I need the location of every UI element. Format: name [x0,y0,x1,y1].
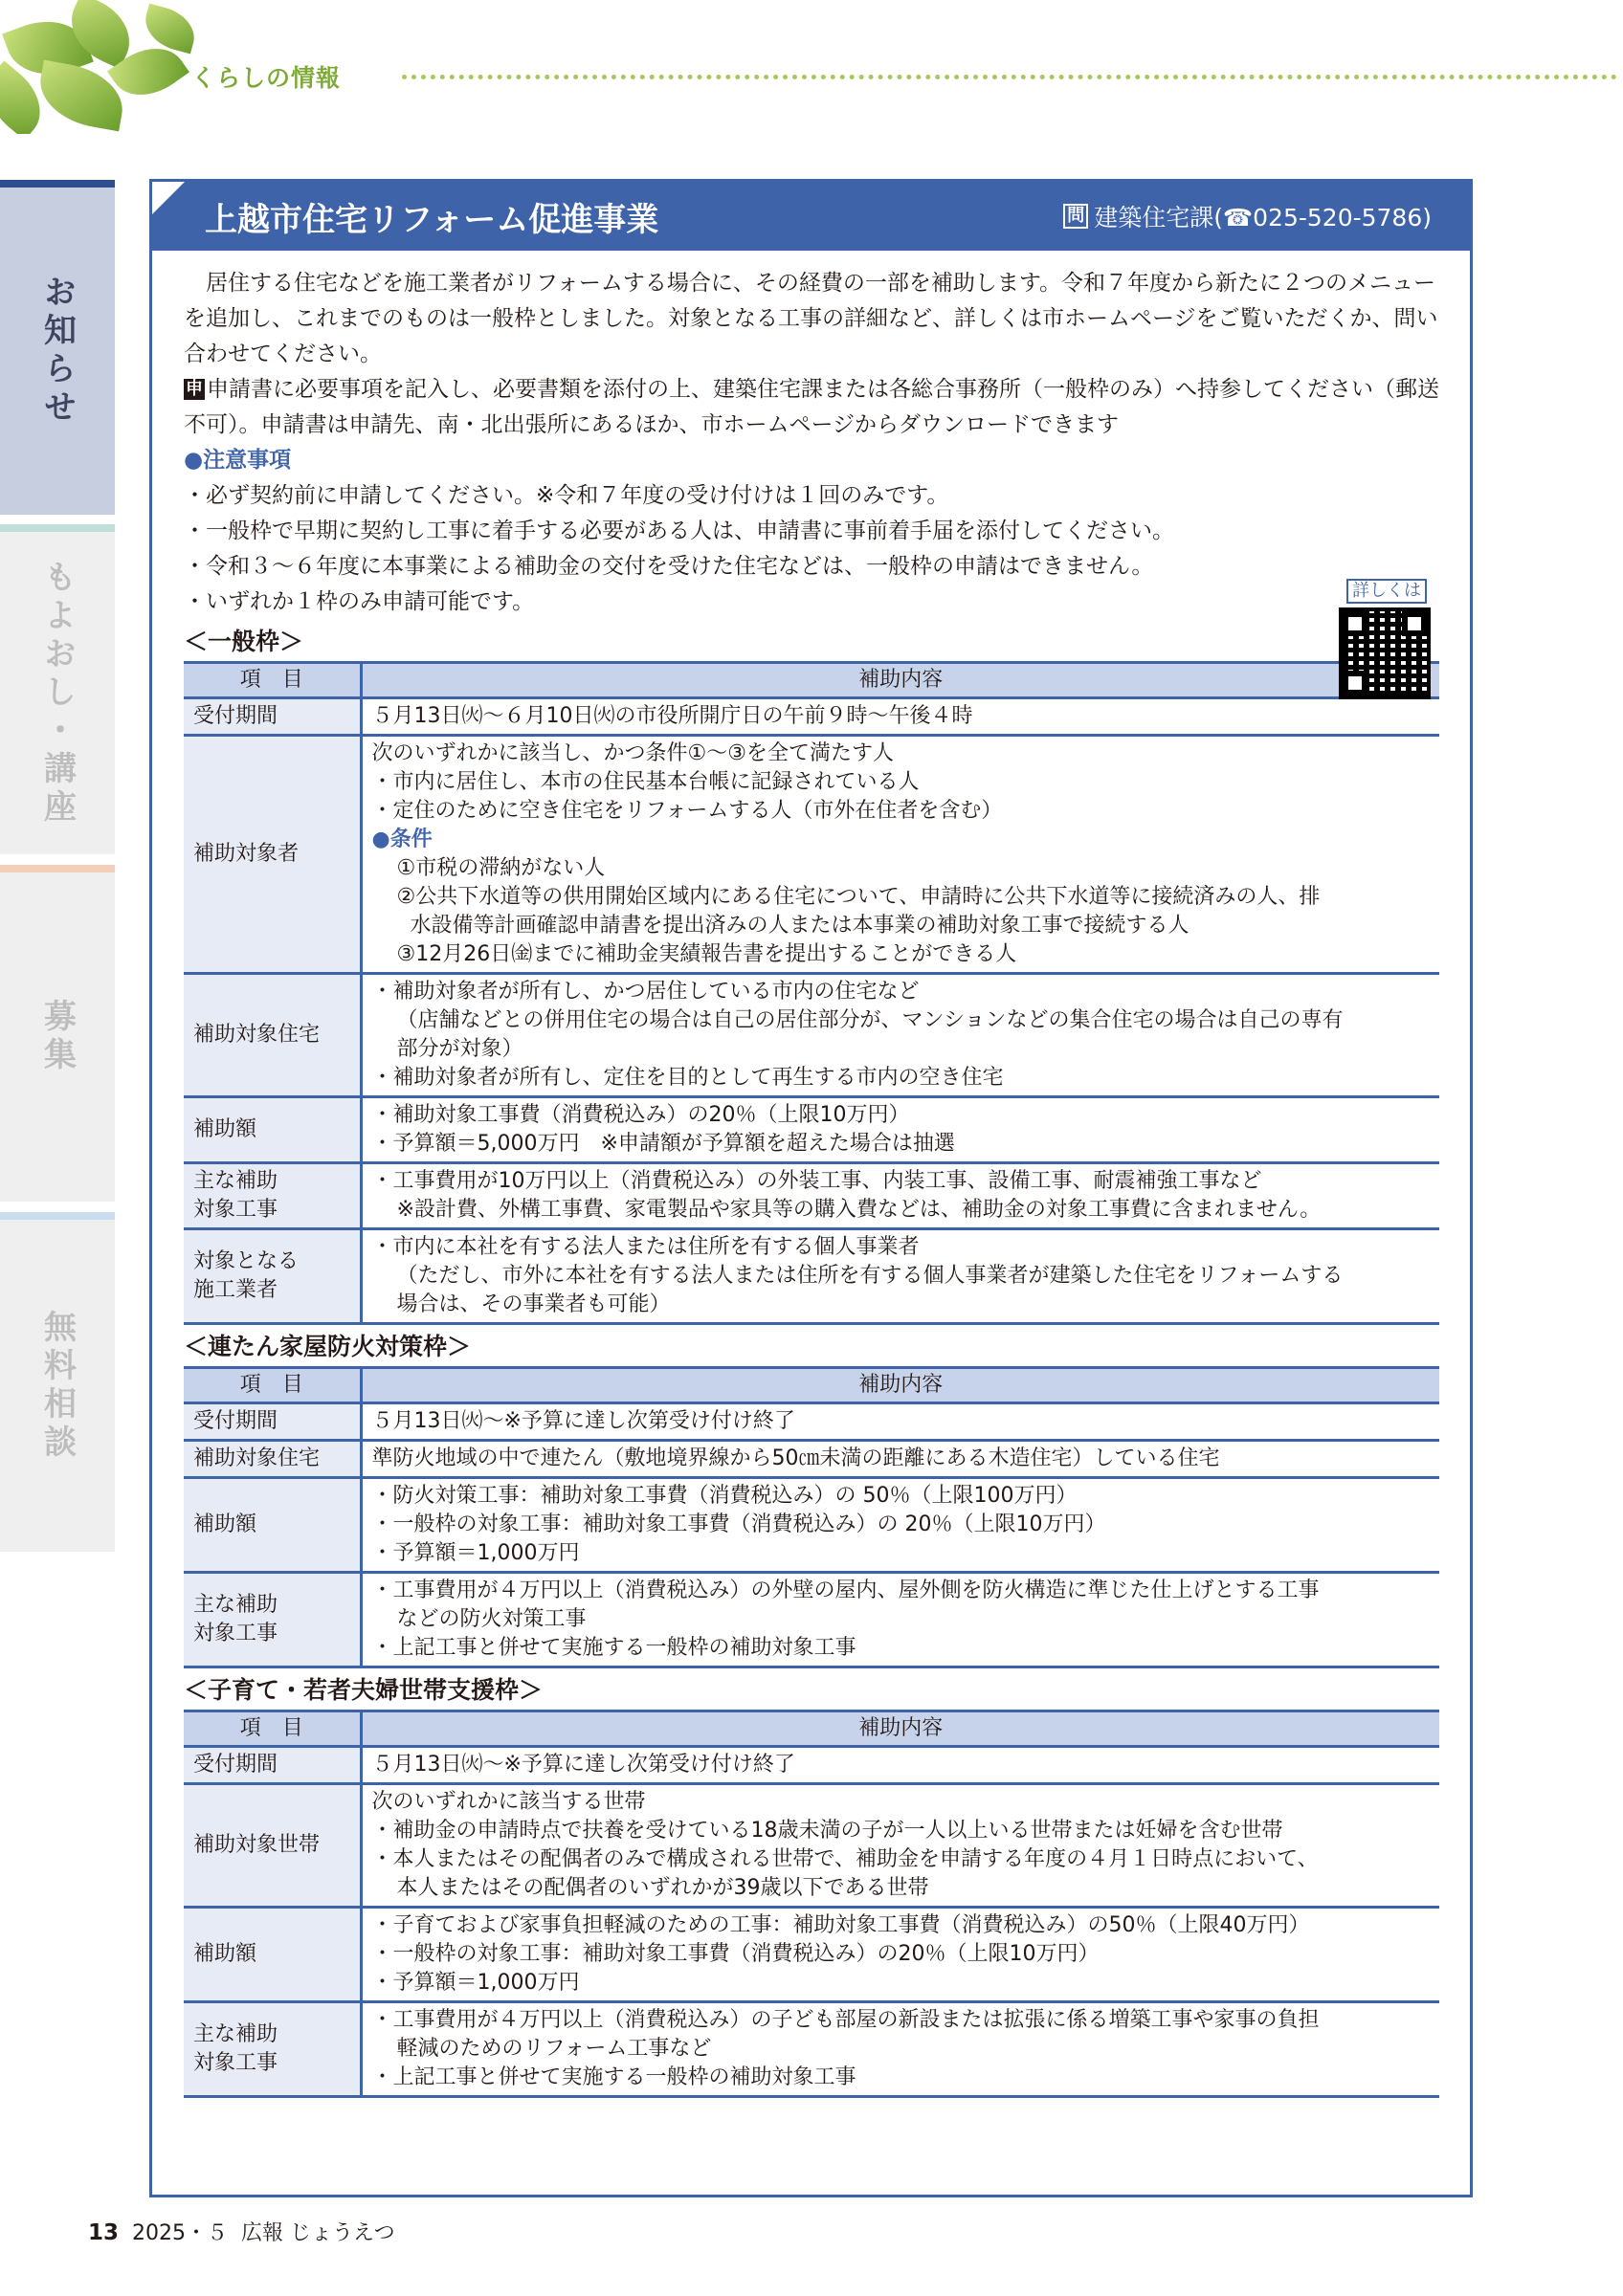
content-line: ・市内に本社を有する法人または住所を有する個人事業者 [371,1235,920,1259]
table-row [184,1097,1439,1163]
section-title: ＜連たん家屋防火対策枠＞ [184,1333,472,1360]
row-label: 補助対象住宅 [184,1441,361,1478]
condition-line: ②公共下水道等の供用開始区域内にある住宅について、申請時に公共下水道等に接続済みの人、排 [396,885,1321,909]
row-label: 受付期間 [184,1403,361,1441]
row-content [361,1403,1439,1441]
content-line: ・工事費用が４万円以上（消費税込み）の子ども部屋の新設または拡張に係る増築工事や家事の負担 [371,2008,1320,2032]
content-line: ・工事費用が４万円以上（消費税込み）の外壁の屋内、屋外側を防火構造に準じた仕上げとする工事 [371,1578,1320,1602]
inquiry-text: 建築住宅課(☎025-520-5786) [1094,204,1432,232]
issue-date: 2025・５ [132,2221,229,2245]
article-box [149,179,1473,2197]
content-line: ・防火対策工事：補助対象工事費（消費税込み）の 50％（上限100万円） [371,1484,1078,1508]
content-line: ・補助対象者が所有し、定住を目的として再生する市内の空き住宅 [371,1066,1004,1090]
table-row [184,1784,1439,1908]
content-line: ５月13日㈫～６月10日㈫の市役所開庁日の午前９時～午後４時 [371,704,973,728]
row-content [361,974,1439,1097]
row-content [361,1441,1439,1478]
leaf-decoration [0,0,220,134]
condition-title: ●条件 [371,828,433,851]
section-title: ＜一般枠＞ [184,628,304,655]
table-row [184,1573,1439,1667]
publication-name: 広報 じょうえつ [241,2221,395,2245]
col-header-content: 補助内容 [361,1711,1439,1747]
table-row [184,698,1439,736]
row-content [361,2002,1439,2097]
section-category: くらしの情報 [191,64,342,92]
content-line: 準防火地域の中で連たん（敷地境界線から50㎝未満の距離にある木造住宅）している住宅 [371,1446,1220,1470]
row-content [361,1163,1439,1229]
qr-code-icon[interactable] [1339,607,1431,699]
content-line: ・定住のために空き住宅をリフォームする人（市外在住者を含む） [371,799,1003,823]
content-line: ※設計費、外構工事費、家電製品や家具等の購入費などは、補助金の対象工事費に含まれません。 [396,1198,1322,1222]
content-line: ・市内に居住し、本市の住民基本台帳に記録されている人 [371,770,920,794]
row-content [361,698,1439,736]
content-line: ５月13日㈫～※予算に達し次第受け付け終了 [371,1753,795,1777]
header-dotted-rule [402,75,1617,79]
table-row [184,1163,1439,1229]
content-line: ・本人またはその配偶者のみで構成される世帯で、補助金を申請する年度の４月１日時点において、 [371,1847,1319,1871]
qr-block[interactable] [1339,572,1434,699]
footer [88,2217,395,2246]
section-title: ＜子育て・若者夫婦世帯支援枠＞ [184,1676,544,1704]
side-tab-consultation[interactable]: 無料相談 [0,1212,115,1552]
subsidy-table [184,661,1439,1325]
table-row [184,2002,1439,2097]
content-line: ・予算額＝1,000万円 [371,1541,580,1565]
row-content [361,1784,1439,1908]
content-line: （ただし、市外に本社を有する法人または住所を有する個人事業者が建築した住宅をリフォームする [396,1264,1344,1288]
page-number: 13 [88,2220,120,2245]
row-label: 補助対象者 [184,736,361,974]
content-line: ・補助対象工事費（消費税込み）の20％（上限10万円） [371,1103,910,1127]
content-line: などの防火対策工事 [396,1607,587,1631]
article-title: 上越市住宅リフォーム促進事業 [205,201,659,239]
article-content [184,266,1439,2098]
qr-label: 詳しくは [1346,579,1427,604]
content-line: ・一般枠の対象工事：補助対象工事費（消費税込み）の20％（上限10万円） [371,1942,1100,1966]
row-content [361,1747,1439,1784]
table-row [184,1229,1439,1324]
content-line: 次のいずれかに該当する世帯 [371,1790,646,1814]
caution-item: ・いずれか１枠のみ申請可能です。 [184,589,535,614]
inquiry [1063,199,1432,233]
row-content [361,1478,1439,1573]
content-line: 本人またはその配偶者のいずれかが39歳以下である世帯 [396,1876,929,1900]
content-line: ・上記工事と併せて実施する一般枠の補助対象工事 [371,1636,856,1660]
row-label: 主な補助 対象工事 [184,1163,361,1229]
condition-line: ③12月26日㈮までに補助金実績報告書を提出することができる人 [396,942,1017,966]
col-header-item: 項 目 [184,1368,361,1403]
caution-item: ・令和３～６年度に本事業による補助金の交付を受けた住宅などは、一般枠の申請はできません。 [184,554,1154,579]
subsidy-table [184,1366,1439,1668]
col-header-content: 補助内容 [361,663,1439,698]
content-line: ・補助金の申請時点で扶養を受けている18歳未満の子が一人以上いる世帯または妊婦を含む世帯 [371,1819,1283,1843]
table-row [184,1478,1439,1573]
content-line: ・工事費用が10万円以上（消費税込み）の外装工事、内装工事、設備工事、耐震補強工事など [371,1169,1262,1193]
title-bar [152,182,1470,251]
table-row [184,1747,1439,1784]
side-tab-notices[interactable]: お知らせ [0,180,115,515]
row-label: 主な補助 対象工事 [184,2002,361,2097]
content-line: ・補助対象者が所有し、かつ居住している市内の住宅など [371,980,920,1004]
content-line: ５月13日㈫～※予算に達し次第受け付け終了 [371,1409,795,1433]
intro-paragraph: 居住する住宅などを施工業者がリフォームする場合に、その経費の一部を補助します。令和７年度から新たに２つのメニューを追加し、これまでのものは一般枠としました。対象となる工事の詳細など、詳しくは市ホームページをご覧いただくか、問い合わせてください。 [184,271,1438,366]
row-label: 補助額 [184,1908,361,2002]
row-content [361,1573,1439,1667]
table-row [184,1908,1439,2002]
content-line: （店舗などとの併用住宅の場合は自己の居住部分が、マンションなどの集合住宅の場合は自己の専有 [396,1008,1344,1032]
col-header-item: 項 目 [184,1711,361,1747]
row-label: 補助対象世帯 [184,1784,361,1908]
apply-paragraph [184,372,1439,443]
apply-text: 申請書に必要事項を記入し、必要書類を添付の上、建築住宅課または各総合事務所（一般枠のみ）へ持参してください（郵送不可）。申請書は申請先、南・北出張所にあるほか、市ホームページからダウンロードできます [184,377,1439,437]
content-line: ・予算額＝1,000万円 [371,1971,580,1995]
table-row [184,1403,1439,1441]
table-row [184,1441,1439,1478]
content-line: ・上記工事と併せて実施する一般枠の補助対象工事 [371,2065,856,2089]
row-label: 主な補助 対象工事 [184,1573,361,1667]
col-header-content: 補助内容 [361,1368,1439,1403]
row-content [361,1097,1439,1163]
row-label: 補助額 [184,1478,361,1573]
row-label: 補助額 [184,1097,361,1163]
inquiry-icon: 問 [1063,204,1088,229]
caution-title: ●注意事項 [184,448,292,473]
col-header-item: 項 目 [184,663,361,698]
content-line: 次のいずれかに該当し、かつ条件①～③を全て満たす人 [371,741,894,765]
content-line: ・一般枠の対象工事：補助対象工事費（消費税込み）の 20％（上限10万円） [371,1512,1106,1536]
row-label: 受付期間 [184,698,361,736]
side-tab-events[interactable]: もよおし・講座 [0,524,115,854]
subsidy-table [184,1710,1439,2098]
row-label: 受付期間 [184,1747,361,1784]
sections-container [184,624,1439,2098]
table-row [184,974,1439,1097]
content-line: ・子育ておよび家事負担軽減のための工事：補助対象工事費（消費税込み）の50％（上限40万円） [371,1913,1310,1937]
row-content [361,1908,1439,2002]
caution-item: ・一般枠で早期に契約し工事に着手する必要がある人は、申請書に事前着手届を添付してください。 [184,519,1174,543]
apply-icon: 申 [186,379,203,399]
row-label: 補助対象住宅 [184,974,361,1097]
content-line: ・予算額＝5,000万円 ※申請額が予算額を超えた場合は抽選 [371,1132,955,1156]
condition-line: 水設備等計画確認申請書を提出済みの人または本事業の補助対象工事で接続する人 [410,914,1189,938]
table-row [184,736,1439,974]
row-content [361,736,1439,974]
caution-item: ・必ず契約前に申請してください。※令和７年度の受け付けは１回のみです。 [184,483,949,508]
row-content [361,1229,1439,1324]
content-line: 軽減のためのリフォーム工事など [396,2037,712,2061]
content-line: 場合は、その事業者も可能） [396,1292,671,1316]
side-tab-recruitment[interactable]: 募集 [0,865,115,1202]
content-line: 部分が対象） [396,1037,523,1061]
row-label: 対象となる 施工業者 [184,1229,361,1324]
condition-line: ①市税の滞納がない人 [396,856,606,880]
